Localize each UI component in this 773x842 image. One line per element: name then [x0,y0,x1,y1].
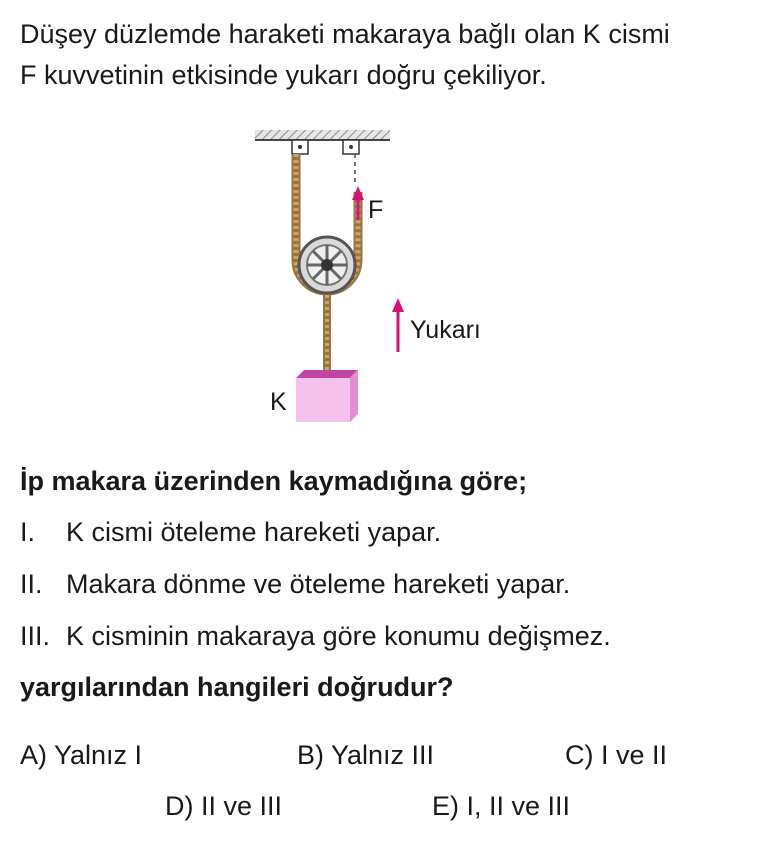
statement-3 [20,621,611,652]
statement-number: I. [20,517,36,547]
right-hook [343,140,359,154]
statement-text: K cisminin makaraya göre konumu değişmez. [66,621,611,651]
object-label: K [270,388,287,416]
statement-1 [20,517,441,548]
left-hook [292,140,308,154]
option-a[interactable]: A) Yalnız I [20,740,143,770]
up-arrow [392,298,404,352]
option-d[interactable]: D) II ve III [165,791,283,821]
pulley-diagram [230,120,530,430]
stem-line-2: F kuvvetinin etkisinde yukarı doğru çekiliyor. [20,60,547,90]
statement-text: Makara dönme ve öteleme hareketi yapar. [66,569,571,599]
question-ask: yargılarından hangileri doğrudur? [20,672,454,702]
statement-number: III. [20,621,51,651]
statement-2 [20,569,570,600]
ceiling [255,130,390,140]
pulley-wheel [299,237,355,293]
direction-label: Yukarı [410,316,481,344]
option-c[interactable]: C) I ve II [565,740,668,770]
option-e[interactable]: E) I, II ve III [432,791,571,821]
question-lead: İp makara üzerinden kaymadığına göre; [20,466,528,496]
pulley-figure [230,120,530,430]
question-stem [20,14,760,96]
stem-line-1: Düşey düzlemde haraketi makaraya bağlı olan K cismi [20,19,670,49]
statement-text: K cismi öteleme hareketi yapar. [66,517,442,547]
statement-number: II. [20,569,43,599]
block-k [296,370,358,422]
force-label: F [368,196,384,224]
option-b[interactable]: B) Yalnız III [297,740,435,770]
